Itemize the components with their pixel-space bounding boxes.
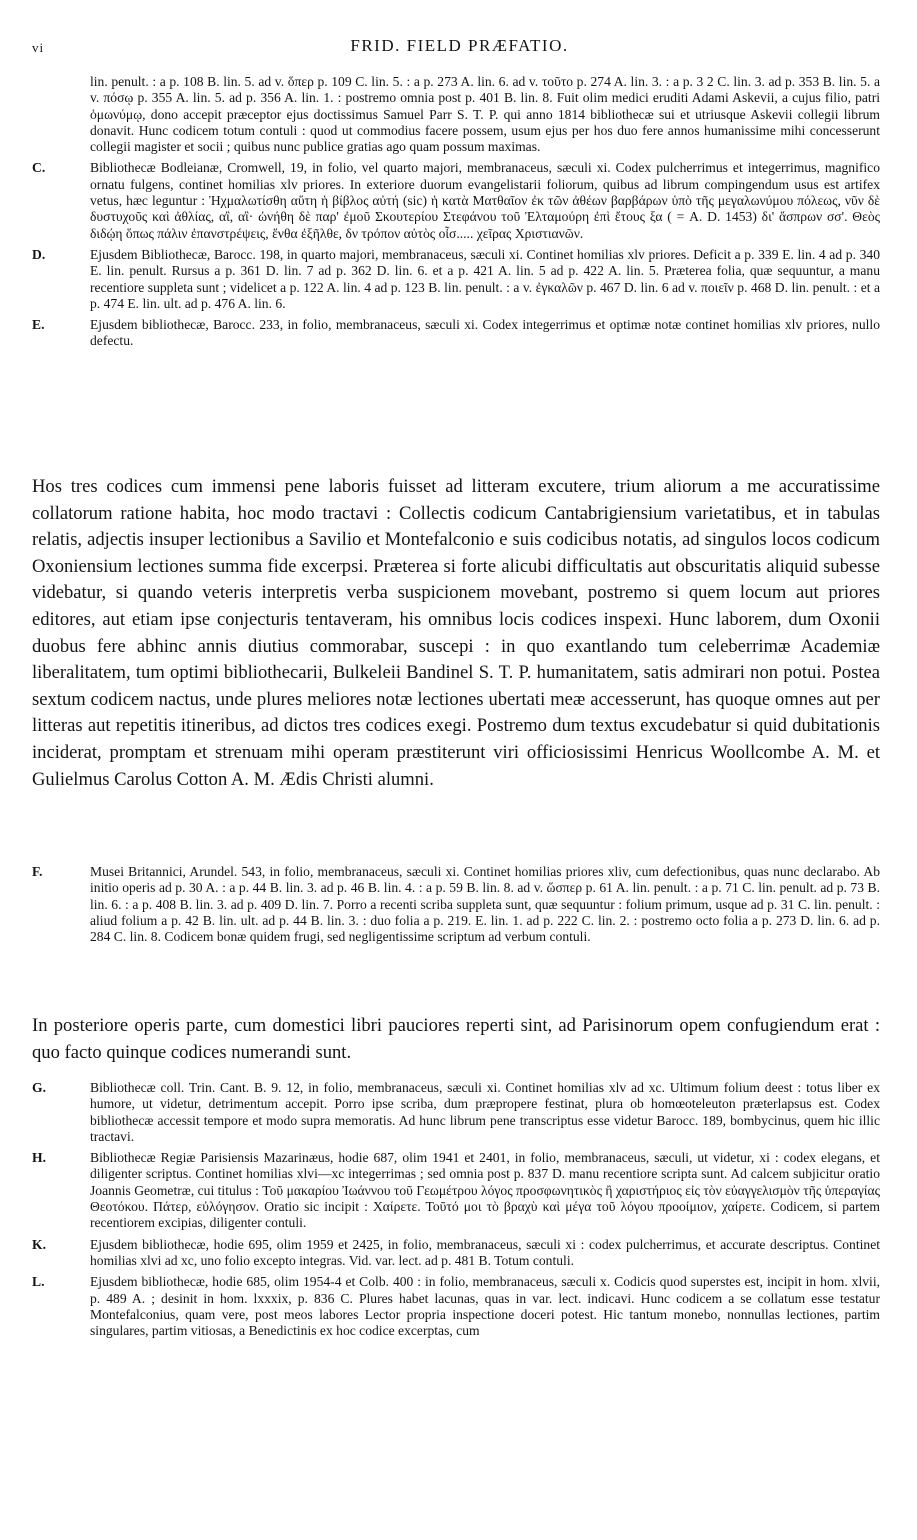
- entry-siglum: G.: [32, 1080, 46, 1095]
- running-title: FRID. FIELD PRÆFATIO.: [350, 36, 569, 55]
- manuscript-entry-e: [32, 317, 880, 350]
- entry-siglum: F.: [32, 864, 43, 879]
- entry-siglum: D.: [32, 246, 46, 262]
- entry-text: Bibliothecæ Regiæ Parisiensis Mazarinæus, hodie 687, olim 1941 et 2401, in folio, membranaceus, sæculi, ut videtur, xi : codex elegans, et diligenter scriptus. Continet homilias xlvi—xc integerrimas ; sed omnia post p. 837 D. manu recentiore scripta sunt. Ad calcem subjicitur oratio Joannis Geometræ, cui titulus : Τοῦ μακαρίου Ἰωάννου τοῦ Γεωμέτρου λόγος προσφωνητικὸς ἢ χαριστήριος εἰς τὸν εὐαγγελισμὸν τῆς ὑπεραγίας Θεοτόκου. Πάτερ, εὐλόγησον. Oratio sic incipit : Χαίρετε. Τοῦτό μοι τὸ βραχὺ καὶ μέγα τοῦ λόγου προοίμιον, χαίρετε. Codicem, si partem recentiorem excipias, diligenter contuli.: [90, 1150, 880, 1231]
- manuscript-entry-g: [32, 1080, 880, 1145]
- body-paragraph-parisian: [32, 1013, 880, 1066]
- manuscript-entry-f: [32, 864, 880, 945]
- manuscript-entry-k: [32, 1237, 880, 1270]
- entry-text: Bibliothecæ coll. Trin. Cant. B. 9. 12, in folio, membranaceus, sæculi xi. Continet homilias xlv ad xc. Ultimum folium deest : totus liber ex humore, ut videtur, detrimentum accepit. Porro ipse scriba, dum præpropere festinat, plura ob homœoteleuton præterlapsus est. Codex bibliothecæ accessit tempore et modo supra memoratis. Ad hunc librum pene transcriptus esse videtur Barocc. 189, bombycinus, quem hic illic tractavi.: [90, 1080, 880, 1144]
- page-header: [32, 36, 887, 62]
- manuscript-list-paris: [32, 1080, 880, 1339]
- entry-text: Ejusdem Bibliothecæ, Barocc. 198, in quarto majori, membranaceus, sæculi xi. Continet homilias xlv priores. Deficit a p. 339 E. lin. 4 ad p. 340 E. lin. penult. Rursus a p. 361 D. lin. 7 ad p. 362 D. lin. 6. et a p. 421 A. lin. 5 ad p. 422 A. lin. 5. Præterea folia, quæ sequuntur, a manu recentiore suppleta sunt ; videlicet a p. 122 A. lin. 4 ad p. 123 B. lin. penult. : a v. ἐγκαλῶν p. 467 D. lin. 6 ad v. ποιεῖν p. 468 D. lin. penult. : et a p. 474 E. lin. ult. ad p. 476 A. lin. 6.: [90, 246, 880, 311]
- entry-text: Ejusdem bibliothecæ, hodie 695, olim 1959 et 2425, in folio, membranaceus, sæculi xi : codex pulcherrimus, et accurate descriptus. Continet homilias xlvi ad xc, uno folio excepto integras. Vid. var. lect. ad p. 481 B. Totum contuli.: [90, 1236, 880, 1268]
- manuscript-entry-h: [32, 1150, 880, 1231]
- entry-text: Ejusdem bibliothecæ, hodie 685, olim 1954-4 et Colb. 400 : in folio, membranaceus, sæculi x. Codicis quod superstes est, incipit in hom. xlvii, p. 489 A. ; desinit in hom. lxxxix, p. 836 C. Plures habet lacunas, quas in var. lect. indicavi. Hunc codicem a se collatum esse testatur Montefalconius, quam vere, post meos labores Lector propria inspectione doceri potest. Hic tantum monebo, nonnullas lectiones, partim singulares, partim vitiosas, a Benedictinis ex hoc codice excerptas, cum: [90, 1274, 880, 1339]
- entry-siglum: K.: [32, 1236, 46, 1252]
- paragraph-text: In posteriore operis parte, cum domestici libri pauciores reperti sint, ad Parisinorum opem confugiendum erat : quo facto quinque codices numerandi sunt.: [32, 1015, 880, 1063]
- entry-continuation: lin. penult. : a p. 108 B. lin. 5. ad v. ὅπερ p. 109 C. lin. 5. : a p. 273 A. lin. 6. ad v. τοῦτο p. 274 A. lin. 3. : a p. 3 2 C. lin. 3. ad p. 353 B. lin. 5. a v. πόσῳ p. 355 A. lin. 5. ad p. 356 A. lin. 1. : postremo omnia post p. 401 B. lin. 8. Fuit olim medici eruditi Adami Askevii, a cujus filio, patri ὁμωνύμῳ, dono accepit præceptor ejus doctissimus Samuel Parr S. T. P. qui anno 1814 bibliothecæ sui et utriusque Askevii collegii librum donavit. Hunc codicem totum contuli : quod ut commodius facere possem, usum ejus per hos duo fere annos humanissime mihi concesserunt collegii magister et socii ; quibus nunc publice gratias ago quam possum maximas.: [90, 74, 880, 155]
- entry-text: Musei Britannici, Arundel. 543, in folio, membranaceus, sæculi xi. Continet homilias priores xliv, cum defectionibus, quas nunc declarabo. Ab initio operis ad p. 30 A. : a p. 44 B. lin. 3. ad p. 46 B. lin. 4. : a p. 59 B. lin. 8. ad v. ὥσπερ p. 61 A. lin. penult. : a p. 71 C. lin. penult. ad p. 73 B. lin. 6. : a p. 408 B. lin. 3. ad p. 409 D. lin. 7. Porro a recenti scriba suppleta sunt, quæ sequuntur : folium primum, usque ad p. 31 C. lin. penult. : aliud folium a p. 42 B. lin. ult. ad p. 44 B. lin. 3. : duo folia a p. 219. E. lin. 1. ad p. 222 C. lin. 2. : postremo octo folia a p. 273 D. lin. 6. ad p. 284 C. lin. 8. Codicem bonæ quidem frugi, sed negligentissime scriptum ad verbum contuli.: [90, 864, 880, 945]
- manuscript-list-british-museum: [32, 864, 880, 945]
- entry-siglum: H.: [32, 1150, 46, 1166]
- entry-siglum: C.: [32, 160, 46, 176]
- entry-text: Ejusdem bibliothecæ, Barocc. 233, in folio, membranaceus, sæculi xi. Codex integerrimus et optimæ notæ continet homilias xlv priores, nullo defectu.: [90, 317, 880, 349]
- manuscript-entry-d: [32, 247, 880, 312]
- paragraph-text: Hos tres codices cum immensi pene laboris fuisset ad litteram excutere, trium aliorum a me accuratissime collatorum ratione habita, hoc modo tractavi : Collectis codicum Cantabrigiensium varietatibus, et in tabulas relatis, adjectis insuper lectionibus a Savilio et Montefalconio e suis codicibus notatis, ad singulos locos codicum Oxoniensium lectiones summa fide excerpsi. Præterea si forte alicubi difficultatis aut obscuritatis aliquid subesse videbatur, si quando veteris interpretis verba suspicionem movebant, postremo si quem locum aut priores editores, aut etiam ipse conjecturis tentaveram, his omnibus locis codices inspexi. Hunc laborem, dum Oxonii duobus fere abhinc annis diutius commorabar, suscepi : in quo exantlando tum celeberrimæ Academiæ liberalitatem, tum optimi bibliothecarii, Bulkeleii Bandinel S. T. P. humanitatem, satis admirari non potui. Postea sextum codicem nactus, unde plures meliores notæ lectiones ubertati meæ accesserunt, has quoque omnes aut per litteras aut repetitis itineribus, ad dictos tres codices exegi. Postremo dum textus excudebatur si quid dubitationis inciderat, promptam et strenuam mihi operam præstiterunt viri officiosissimi Henricus Woollcombe A. M. et Gulielmus Carolus Cotton A. M. Ædis Christi alumni.: [32, 476, 880, 790]
- entry-text: Bibliothecæ Bodleianæ, Cromwell, 19, in folio, vel quarto majori, membranaceus, sæculi xi. Codex pulcherrimus et integerrimus, magnifico ornatu fulgens, continet homilias xlv priores. In exteriore duorum evangelistarii foliorum, quibus ad librum compingendum usus est artifex vetus, hæc leguntur : Ἠχμαλωτίσθη αὕτη ἡ βίβλος αὐτή (sic) ἡ κατὰ Ματθαῖον ἐκ τῶν ἀθέων βαρβάρων ὑπὸ τῆς μεγαλωνύμου πόλεως, νῦν δὲ δυστυχοῦς καὶ ἀθλίας, αἲ, αἲ· ὠνήθη δὲ παρ' ἐμοῦ Σκουτερίου Στεφάνου τοῦ Ἐλταμούρη ἐπὶ ἔτους ξα ( = A. D. 1453) δι' ἄσπρων σσ'. Θεὸς διδῴη ὅπως πάλιν ἐπανστρέψεις, ἔνθα ἐξῆλθε, δν τρόπον αὐτὸς οἶσ..... χεῖρας Χριστιανῶν.: [90, 160, 880, 241]
- page-number: vi: [32, 40, 45, 55]
- manuscript-entry-l: [32, 1274, 880, 1339]
- body-paragraph-collation: [32, 474, 880, 793]
- entry-siglum: E.: [32, 317, 45, 333]
- manuscript-entry-c: [32, 160, 880, 241]
- manuscript-list-oxford: [32, 74, 880, 350]
- entry-siglum: L.: [32, 1274, 45, 1290]
